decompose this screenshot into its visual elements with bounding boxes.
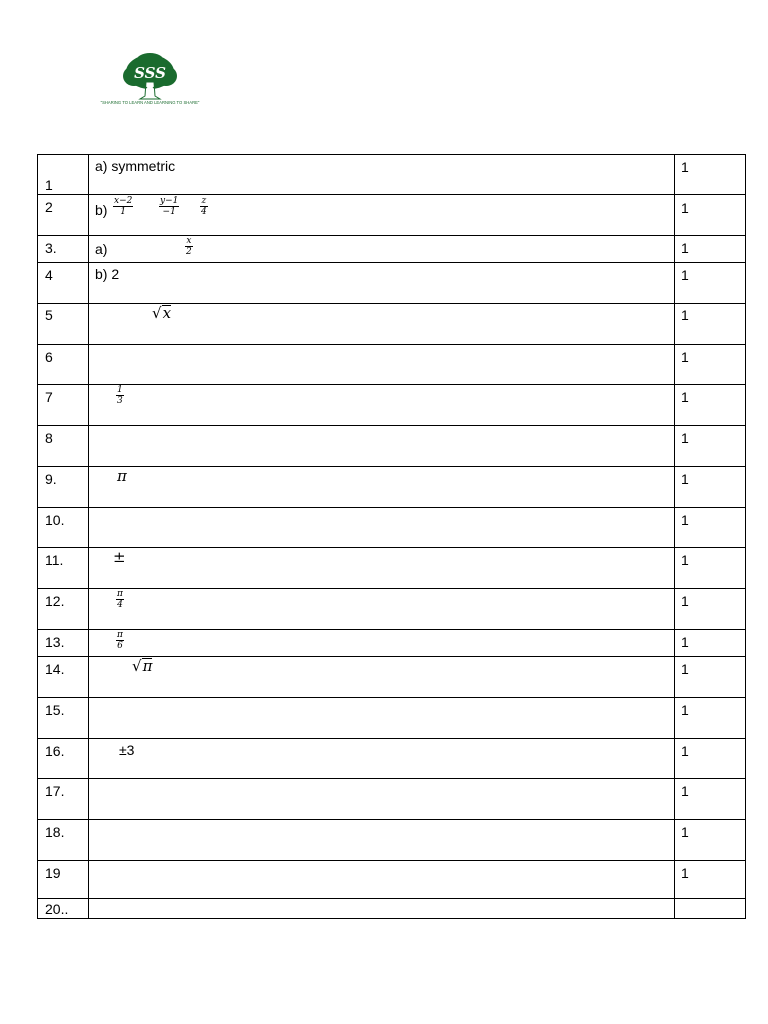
logo-tagline: "SHARING TO LEARN AND LEARNING TO SHARE" bbox=[100, 100, 200, 105]
marks-cell bbox=[675, 630, 746, 657]
denominator: 6 bbox=[117, 641, 123, 651]
question-number-cell bbox=[38, 861, 89, 899]
marks-value: 1 bbox=[681, 783, 689, 799]
table-row bbox=[38, 779, 746, 820]
marks-value: 1 bbox=[681, 389, 689, 405]
table-row bbox=[38, 861, 746, 899]
table-row bbox=[38, 739, 746, 779]
marks-value: 1 bbox=[681, 267, 689, 283]
tree-logo-icon bbox=[100, 52, 200, 100]
radicand: π bbox=[142, 657, 153, 675]
table-row bbox=[38, 589, 746, 630]
question-number: 18. bbox=[45, 824, 65, 840]
numerator: y−1 bbox=[160, 196, 179, 206]
marks-value: 1 bbox=[681, 824, 689, 840]
denominator: −1 bbox=[159, 206, 179, 217]
question-number: 11. bbox=[45, 552, 64, 568]
question-number-cell bbox=[38, 426, 89, 467]
marks-value: 1 bbox=[681, 349, 689, 365]
table-row bbox=[38, 195, 746, 236]
question-number: 6 bbox=[45, 349, 53, 365]
marks-value: 1 bbox=[681, 743, 689, 759]
table-row bbox=[38, 820, 746, 861]
question-number: 10. bbox=[45, 512, 65, 528]
question-number-cell bbox=[38, 548, 89, 589]
question-number-cell bbox=[38, 155, 89, 195]
marks-cell bbox=[675, 508, 746, 548]
question-number-cell bbox=[38, 236, 89, 263]
numerator: z bbox=[201, 196, 207, 206]
marks-cell bbox=[675, 657, 746, 698]
table-row bbox=[38, 304, 746, 345]
marks-cell bbox=[675, 779, 746, 820]
answer-cell bbox=[89, 426, 675, 467]
fraction bbox=[185, 236, 193, 257]
denominator: 1 bbox=[113, 206, 133, 217]
table-row bbox=[38, 385, 746, 426]
question-number: 14. bbox=[45, 661, 65, 677]
question-number-cell bbox=[38, 698, 89, 739]
marks-cell bbox=[675, 263, 746, 304]
answer-cell bbox=[89, 739, 675, 779]
answer-cell bbox=[89, 467, 675, 508]
question-number-cell bbox=[38, 304, 89, 345]
question-number-cell bbox=[38, 467, 89, 508]
question-number-cell bbox=[38, 589, 89, 630]
question-number: 8 bbox=[45, 430, 53, 446]
marks-value: 1 bbox=[681, 512, 689, 528]
question-number-cell bbox=[38, 630, 89, 657]
square-root: √x bbox=[152, 304, 172, 322]
question-number-cell bbox=[38, 657, 89, 698]
answer-cell bbox=[89, 820, 675, 861]
question-number: 13. bbox=[45, 634, 65, 650]
fraction bbox=[159, 196, 179, 217]
marks-value: 1 bbox=[681, 471, 689, 487]
answer-cell bbox=[89, 236, 675, 263]
numerator: π bbox=[117, 630, 123, 640]
marks-value: 1 bbox=[681, 702, 689, 718]
question-number-cell bbox=[38, 385, 89, 426]
table-row bbox=[38, 155, 746, 195]
denominator: 2 bbox=[186, 247, 192, 257]
question-number-cell bbox=[38, 195, 89, 236]
logo-monogram: SSS bbox=[134, 64, 166, 82]
question-number: 7 bbox=[45, 389, 53, 405]
answer-prefix: b) bbox=[95, 202, 108, 218]
plus-minus-symbol: ± bbox=[113, 548, 126, 566]
numerator: π bbox=[117, 589, 123, 599]
question-number: 1 bbox=[45, 177, 53, 193]
answer-cell bbox=[89, 345, 675, 385]
answer-cell bbox=[89, 304, 675, 345]
marks-cell bbox=[675, 345, 746, 385]
question-number-cell bbox=[38, 739, 89, 779]
answer-cell bbox=[89, 899, 675, 919]
marks-cell bbox=[675, 820, 746, 861]
question-number: 16. bbox=[45, 743, 65, 759]
marks-cell bbox=[675, 899, 746, 919]
answer-cell bbox=[89, 657, 675, 698]
numerator: x bbox=[186, 236, 192, 246]
marks-value: 1 bbox=[681, 307, 689, 323]
table-row bbox=[38, 698, 746, 739]
marks-value: 1 bbox=[681, 593, 689, 609]
question-number: 4 bbox=[45, 267, 53, 283]
question-number: 5 bbox=[45, 307, 53, 323]
pi-symbol: π bbox=[117, 467, 127, 485]
answer-cell bbox=[89, 508, 675, 548]
table-row bbox=[38, 236, 746, 263]
marks-cell bbox=[675, 236, 746, 263]
school-logo bbox=[100, 52, 200, 110]
marks-cell bbox=[675, 385, 746, 426]
table-row bbox=[38, 467, 746, 508]
table-row bbox=[38, 899, 746, 919]
answer-cell bbox=[89, 548, 675, 589]
fraction bbox=[200, 196, 208, 217]
fraction bbox=[116, 630, 124, 651]
question-number: 3. bbox=[45, 240, 57, 256]
marks-cell bbox=[675, 698, 746, 739]
question-number-cell bbox=[38, 345, 89, 385]
marks-cell bbox=[675, 861, 746, 899]
table-row bbox=[38, 657, 746, 698]
fraction bbox=[113, 196, 133, 217]
answer-cell bbox=[89, 155, 675, 195]
marks-cell bbox=[675, 426, 746, 467]
marks-cell bbox=[675, 155, 746, 195]
marks-value: 1 bbox=[681, 240, 689, 256]
marks-value: 1 bbox=[681, 865, 689, 881]
table-row bbox=[38, 345, 746, 385]
marks-cell bbox=[675, 589, 746, 630]
answer-cell bbox=[89, 779, 675, 820]
square-root: √π bbox=[132, 657, 153, 675]
question-number: 12. bbox=[45, 593, 65, 609]
answer-text: b) 2 bbox=[95, 266, 120, 282]
question-number-cell bbox=[38, 779, 89, 820]
marks-value: 1 bbox=[681, 634, 689, 650]
marks-value: 1 bbox=[681, 159, 689, 175]
answer-key-table bbox=[37, 154, 746, 919]
fraction bbox=[116, 385, 124, 406]
marks-cell bbox=[675, 548, 746, 589]
question-number: 2 bbox=[45, 199, 53, 215]
answer-cell bbox=[89, 589, 675, 630]
answer-cell bbox=[89, 195, 675, 236]
marks-value: 1 bbox=[681, 430, 689, 446]
numerator: x−2 bbox=[114, 196, 133, 206]
answer-text: ±3 bbox=[119, 742, 135, 758]
question-number-cell bbox=[38, 508, 89, 548]
answer-cell bbox=[89, 385, 675, 426]
answer-cell bbox=[89, 698, 675, 739]
table-row bbox=[38, 426, 746, 467]
marks-cell bbox=[675, 467, 746, 508]
question-number: 15. bbox=[45, 702, 65, 718]
answer-cell bbox=[89, 263, 675, 304]
question-number-cell bbox=[38, 263, 89, 304]
question-number-cell bbox=[38, 820, 89, 861]
answer-cell bbox=[89, 630, 675, 657]
question-number: 17. bbox=[45, 783, 65, 799]
table-row bbox=[38, 263, 746, 304]
answer-cell bbox=[89, 861, 675, 899]
denominator: 3 bbox=[117, 396, 123, 406]
denominator: 4 bbox=[201, 207, 207, 217]
marks-value: 1 bbox=[681, 200, 689, 216]
answer-prefix: a) bbox=[95, 241, 108, 257]
denominator: 4 bbox=[117, 600, 123, 610]
marks-cell bbox=[675, 195, 746, 236]
table-row bbox=[38, 508, 746, 548]
question-number-cell bbox=[38, 899, 89, 919]
marks-value: 1 bbox=[681, 661, 689, 677]
marks-cell bbox=[675, 304, 746, 345]
question-number: 20.. bbox=[45, 901, 69, 917]
answer-text: a) symmetric bbox=[95, 158, 176, 174]
table-row bbox=[38, 630, 746, 657]
radicand: x bbox=[162, 304, 172, 322]
marks-value: 1 bbox=[681, 552, 689, 568]
question-number: 19 bbox=[45, 865, 61, 881]
question-number: 9. bbox=[45, 471, 57, 487]
marks-cell bbox=[675, 739, 746, 779]
fraction bbox=[116, 589, 124, 610]
table-row bbox=[38, 548, 746, 589]
numerator: 1 bbox=[117, 385, 123, 395]
